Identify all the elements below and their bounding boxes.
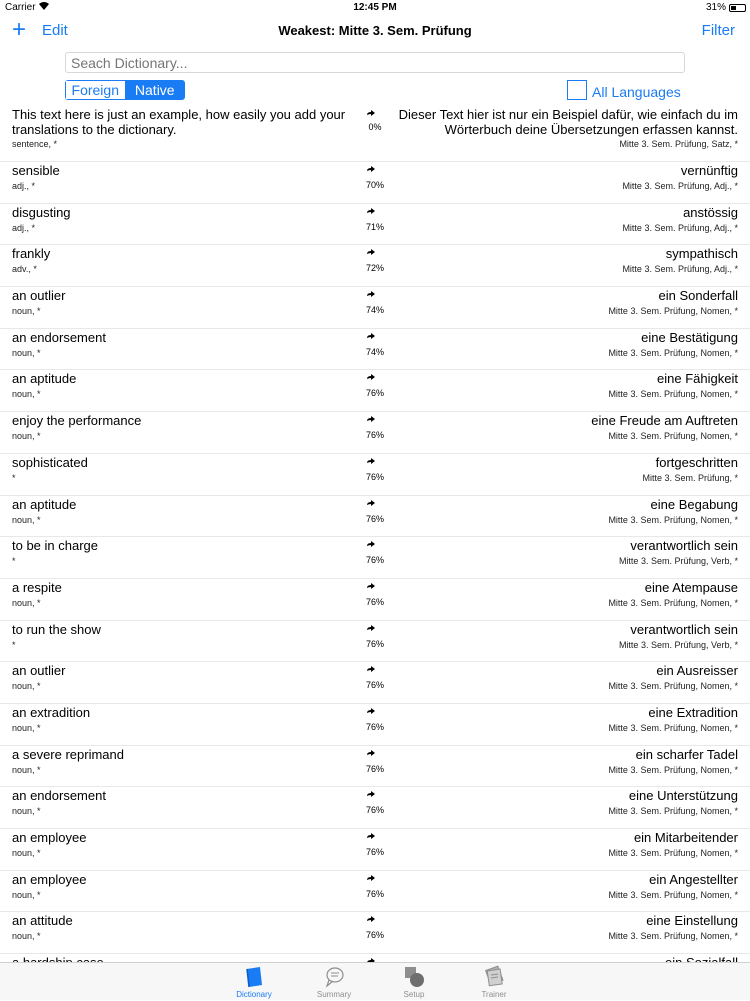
native-term: verantwortlich sein [630, 538, 738, 554]
foreign-term: a respite [12, 579, 62, 595]
foreign-meta: noun, * [12, 389, 41, 400]
speak-arrow-icon[interactable] [366, 500, 376, 510]
native-meta: Mitte 3. Sem. Prüfung, Nomen, * [608, 806, 738, 817]
shapes-icon [404, 966, 424, 988]
native-term: ein Sonderfall [658, 288, 738, 304]
progress-percent: 70% [365, 180, 384, 190]
foreign-term: an outlier [12, 663, 66, 679]
page-title: Weakest: Mitte 3. Sem. Prüfung [278, 23, 472, 38]
native-term: eine Bestätigung [641, 329, 738, 345]
native-term: verantwortlich sein [630, 621, 738, 637]
tab-label: Summary [316, 990, 352, 999]
tab-label: Setup [403, 990, 425, 999]
foreign-meta: * [12, 472, 16, 483]
foreign-meta: * [12, 556, 16, 567]
foreign-term: an aptitude [12, 496, 77, 512]
speak-arrow-icon[interactable] [366, 583, 376, 593]
progress-percent: 76% [365, 388, 384, 399]
native-meta: Mitte 3. Sem. Prüfung, Nomen, * [608, 306, 738, 317]
foreign-meta: noun, * [12, 889, 41, 900]
native-term: sympathisch [665, 246, 738, 262]
foreign-meta: noun, * [12, 431, 41, 442]
foreign-term: enjoy the performance [12, 413, 142, 429]
speak-arrow-icon[interactable] [366, 916, 376, 926]
foreign-term: frankly [12, 246, 51, 262]
native-meta: Mitte 3. Sem. Prüfung, Verb, * [618, 556, 738, 567]
progress-percent: 76% [365, 930, 384, 941]
native-meta: Mitte 3. Sem. Prüfung, Satz, * [619, 139, 738, 149]
all-languages-label[interactable]: All Languages [592, 84, 681, 100]
native-meta: Mitte 3. Sem. Prüfung, Nomen, * [608, 597, 738, 608]
tab-trainer[interactable] [454, 963, 534, 1001]
foreign-term: an extradition [12, 704, 91, 720]
foreign-meta: noun, * [12, 848, 41, 858]
battery-percent: 31% [705, 2, 726, 13]
progress-percent: 76% [365, 513, 384, 524]
status-bar [0, 0, 750, 16]
progress-percent: 76% [365, 638, 384, 649]
list-item[interactable] [0, 454, 750, 496]
battery-icon [729, 4, 746, 12]
list-item[interactable] [0, 106, 750, 162]
foreign-term: sophisticated [12, 454, 88, 470]
segment-foreign[interactable]: Foreign [66, 81, 126, 99]
foreign-term: an attitude [12, 913, 73, 929]
list-item[interactable] [0, 704, 750, 746]
progress-percent: 74% [365, 305, 384, 316]
native-term: vernünftig [680, 163, 738, 178]
flashcards-icon [484, 966, 504, 988]
native-meta: Mitte 3. Sem. Prüfung, Nomen, * [608, 681, 738, 692]
native-meta: Mitte 3. Sem. Prüfung, Nomen, * [608, 764, 738, 775]
native-term: anstössig [683, 204, 738, 220]
progress-percent: 76% [365, 471, 384, 482]
native-term: eine Begabung [650, 496, 738, 512]
foreign-meta: noun, * [12, 597, 41, 608]
foreign-term: disgusting [12, 204, 71, 220]
native-meta: Mitte 3. Sem. Prüfung, Nomen, * [608, 889, 738, 900]
list-item[interactable] [0, 912, 750, 954]
foreign-meta: noun, * [12, 347, 41, 358]
progress-percent: 76% [365, 430, 384, 441]
foreign-term: an outlier [12, 288, 66, 304]
progress-percent: 76% [365, 555, 384, 566]
native-meta: Mitte 3. Sem. Prüfung, * [642, 472, 738, 483]
native-meta: Mitte 3. Sem. Prüfung, Adj., * [622, 222, 738, 233]
native-term: ein Ausreisser [656, 663, 738, 679]
chat-bubble-icon [324, 966, 344, 988]
foreign-meta: noun, * [12, 681, 41, 692]
status-time: 12:45 PM [353, 2, 397, 13]
list-item[interactable] [0, 537, 750, 579]
foreign-meta: noun, * [12, 931, 41, 942]
language-segmented-control [65, 80, 185, 100]
list-item[interactable] [0, 162, 750, 204]
foreign-term: to run the show [12, 621, 101, 637]
native-term: eine Unterstützung [628, 788, 738, 804]
speak-arrow-icon[interactable] [366, 625, 376, 635]
speak-arrow-icon[interactable] [366, 291, 376, 301]
list-item[interactable] [0, 496, 750, 538]
navigation-bar [0, 16, 750, 46]
native-meta: Mitte 3. Sem. Prüfung, Nomen, * [608, 514, 738, 525]
speak-arrow-icon[interactable] [366, 166, 376, 176]
native-term: fortgeschritten [655, 454, 738, 470]
foreign-term: a severe reprimand [12, 746, 124, 762]
native-term: eine Atempause [644, 579, 738, 595]
list-item[interactable] [0, 287, 750, 329]
list-item[interactable] [0, 370, 750, 412]
list-item[interactable] [0, 746, 750, 788]
speak-arrow-icon[interactable] [366, 416, 376, 426]
foreign-term: an endorsement [12, 788, 106, 804]
tab-dictionary[interactable] [214, 963, 294, 1001]
foreign-meta: noun, * [12, 306, 41, 317]
battery-fill [731, 6, 736, 10]
list-item[interactable] [0, 204, 750, 246]
progress-percent: 76% [365, 888, 384, 899]
speak-arrow-icon[interactable] [366, 541, 376, 551]
native-meta: Mitte 3. Sem. Prüfung, Nomen, * [608, 431, 738, 442]
list-item[interactable] [0, 412, 750, 454]
foreign-meta: * [12, 639, 16, 650]
foreign-term: an employee [12, 830, 87, 845]
native-term: eine Extradition [648, 704, 738, 720]
native-meta: Mitte 3. Sem. Prüfung, Nomen, * [608, 931, 738, 942]
speak-arrow-icon[interactable] [366, 208, 376, 218]
speak-arrow-icon[interactable] [366, 458, 376, 468]
carrier-label: Carrier [5, 2, 36, 13]
progress-percent: 74% [365, 346, 384, 357]
native-meta: Mitte 3. Sem. Prüfung, Verb, * [618, 639, 738, 650]
speak-arrow-icon[interactable] [366, 110, 376, 120]
foreign-meta: adj., * [12, 181, 36, 191]
list-item[interactable] [0, 329, 750, 371]
foreign-term: to be in charge [12, 538, 99, 554]
list-item[interactable] [0, 579, 750, 621]
foreign-meta: adv., * [12, 264, 37, 275]
speak-arrow-icon[interactable] [366, 666, 376, 676]
native-meta: Mitte 3. Sem. Prüfung, Nomen, * [608, 389, 738, 400]
native-meta: Mitte 3. Sem. Prüfung, Adj., * [622, 181, 738, 191]
progress-percent: 76% [365, 805, 384, 816]
foreign-term: an employee [12, 871, 87, 887]
speak-arrow-icon[interactable] [366, 333, 376, 343]
tab-bar [0, 962, 750, 1000]
list-item[interactable] [0, 662, 750, 704]
list-item[interactable] [0, 829, 750, 871]
tab-summary[interactable] [294, 963, 374, 1001]
foreign-term: This text here is just an example, how easily you add your translations to the dictionary. [12, 107, 346, 137]
list-item[interactable] [0, 871, 750, 913]
foreign-meta: noun, * [12, 722, 41, 733]
all-languages-checkbox[interactable] [567, 80, 587, 100]
native-term: eine Freude am Auftreten [591, 413, 738, 429]
tab-label: Trainer [481, 990, 507, 999]
native-term: eine Einstellung [646, 913, 738, 929]
segment-native[interactable]: Native [126, 81, 185, 99]
book-icon [244, 966, 264, 988]
native-term: ein scharfer Tadel [635, 746, 738, 762]
foreign-term: an aptitude [12, 371, 77, 387]
edit-button[interactable]: Edit [42, 22, 68, 39]
tab-setup[interactable] [374, 963, 454, 1001]
native-meta: Mitte 3. Sem. Prüfung, Nomen, * [608, 722, 738, 733]
list-item[interactable] [0, 245, 750, 287]
foreign-meta: noun, * [12, 514, 41, 525]
speak-arrow-icon[interactable] [366, 249, 376, 259]
native-meta: Mitte 3. Sem. Prüfung, Nomen, * [608, 848, 738, 858]
list-item[interactable] [0, 787, 750, 829]
progress-percent: 76% [365, 721, 384, 732]
foreign-meta: noun, * [12, 764, 41, 775]
speak-arrow-icon[interactable] [366, 833, 376, 843]
progress-percent: 76% [365, 680, 384, 691]
native-term: Dieser Text hier ist nur ein Beispiel dafür, wie einfach du im Wörterbuch deine Übersetzungen erfassen kannst. [398, 107, 738, 137]
foreign-term: sensible [12, 163, 60, 178]
progress-percent: 71% [365, 221, 384, 232]
foreign-meta: noun, * [12, 806, 41, 817]
filter-button[interactable]: Filter [701, 22, 735, 39]
progress-percent: 76% [365, 847, 384, 857]
native-term: eine Fähigkeit [657, 371, 738, 387]
progress-percent: 76% [365, 596, 384, 607]
list-item[interactable] [0, 621, 750, 663]
native-meta: Mitte 3. Sem. Prüfung, Nomen, * [608, 347, 738, 358]
speak-arrow-icon[interactable] [366, 875, 376, 885]
progress-percent: 72% [365, 263, 384, 274]
search-input[interactable] [65, 52, 685, 73]
progress-percent: 0% [368, 122, 382, 132]
add-icon[interactable]: + [12, 16, 27, 43]
speak-arrow-icon[interactable] [366, 708, 376, 718]
progress-percent: 76% [365, 763, 384, 774]
native-term: ein Mitarbeitender [633, 830, 738, 845]
foreign-term: an endorsement [12, 329, 106, 345]
speak-arrow-icon[interactable] [366, 750, 376, 760]
foreign-meta: adj., * [12, 222, 36, 233]
speak-arrow-icon[interactable] [366, 374, 376, 384]
foreign-meta: sentence, * [12, 139, 58, 149]
dictionary-list[interactable] [0, 106, 750, 961]
tab-label: Dictionary [236, 990, 272, 999]
native-meta: Mitte 3. Sem. Prüfung, Adj., * [622, 264, 738, 275]
native-term: ein Angestellter [649, 871, 738, 887]
speak-arrow-icon[interactable] [366, 791, 376, 801]
